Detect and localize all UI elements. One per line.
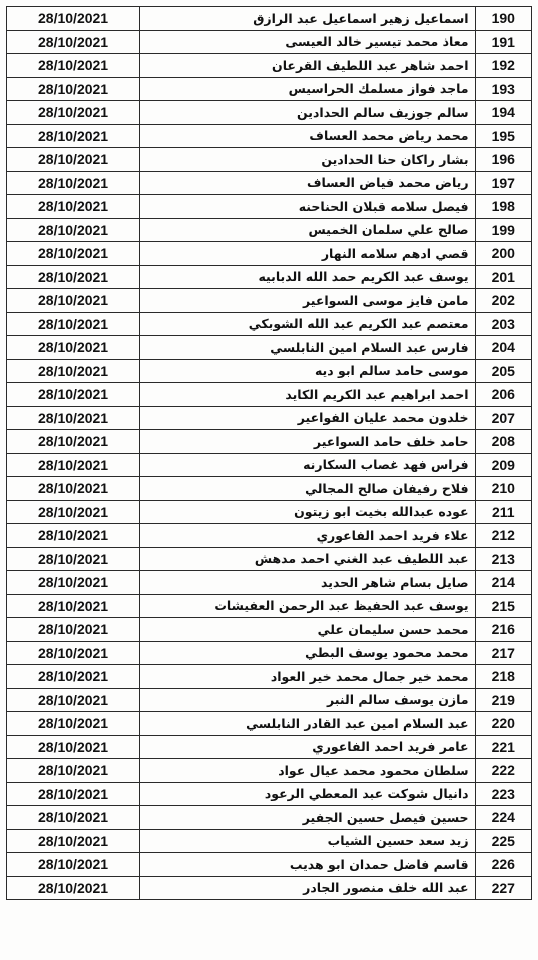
table-row (7, 289, 532, 313)
name-cell: سلطان محمود محمد عيال عواد (140, 759, 475, 783)
name-cell: علاء فريد احمد الفاعوري (140, 524, 475, 548)
date-cell: 28/10/2021 (7, 30, 140, 54)
row-number-cell: 224 (475, 806, 531, 830)
name-cell: عبد الله خلف منصور الجادر (140, 876, 475, 900)
table-row (7, 500, 532, 524)
date-cell: 28/10/2021 (7, 876, 140, 900)
table-row (7, 665, 532, 689)
date-cell: 28/10/2021 (7, 265, 140, 289)
name-cell: اسماعيل زهير اسماعيل عبد الرازق (140, 7, 475, 31)
name-cell: معاذ محمد تيسير خالد العيسى (140, 30, 475, 54)
date-cell: 28/10/2021 (7, 406, 140, 430)
name-cell: فراس فهد غصاب السكارنه (140, 453, 475, 477)
date-cell: 28/10/2021 (7, 665, 140, 689)
table-row (7, 7, 532, 31)
table-row (7, 77, 532, 101)
row-number-cell: 207 (475, 406, 531, 430)
date-cell: 28/10/2021 (7, 547, 140, 571)
row-number-cell: 199 (475, 218, 531, 242)
row-number-cell: 206 (475, 383, 531, 407)
row-number-cell: 223 (475, 782, 531, 806)
name-cell: بشار راكان حنا الحدادين (140, 148, 475, 172)
name-cell: صالح علي سلمان الخميس (140, 218, 475, 242)
date-cell: 28/10/2021 (7, 195, 140, 219)
date-cell: 28/10/2021 (7, 359, 140, 383)
row-number-cell: 204 (475, 336, 531, 360)
table-row (7, 806, 532, 830)
row-number-cell: 203 (475, 312, 531, 336)
row-number-cell: 222 (475, 759, 531, 783)
name-cell: مازن يوسف سالم النبر (140, 688, 475, 712)
name-cell: عبد السلام امين عبد القادر النابلسي (140, 712, 475, 736)
name-cell: موسى حامد سالم ابو ديه (140, 359, 475, 383)
row-number-cell: 220 (475, 712, 531, 736)
name-cell: حامد خلف حامد السواعير (140, 430, 475, 454)
date-cell: 28/10/2021 (7, 430, 140, 454)
row-number-cell: 201 (475, 265, 531, 289)
name-cell: عوده عبدالله بخيت ابو زيتون (140, 500, 475, 524)
row-number-cell: 210 (475, 477, 531, 501)
row-number-cell: 200 (475, 242, 531, 266)
name-cell: فارس عبد السلام امين النابلسي (140, 336, 475, 360)
row-number-cell: 218 (475, 665, 531, 689)
table-row (7, 30, 532, 54)
date-cell: 28/10/2021 (7, 124, 140, 148)
date-cell: 28/10/2021 (7, 242, 140, 266)
table-row (7, 148, 532, 172)
name-cell: معتصم عبد الكريم عبد الله الشوبكي (140, 312, 475, 336)
name-cell: رياض محمد فياض العساف (140, 171, 475, 195)
row-number-cell: 195 (475, 124, 531, 148)
row-number-cell: 205 (475, 359, 531, 383)
date-cell: 28/10/2021 (7, 148, 140, 172)
table-row (7, 312, 532, 336)
table-row (7, 547, 532, 571)
row-number-cell: 196 (475, 148, 531, 172)
table-row (7, 735, 532, 759)
date-cell: 28/10/2021 (7, 688, 140, 712)
name-cell: محمد رياض محمد العساف (140, 124, 475, 148)
row-number-cell: 190 (475, 7, 531, 31)
name-cell: حسين فيصل حسين الجفير (140, 806, 475, 830)
name-cell: محمد حسن سليمان علي (140, 618, 475, 642)
date-cell: 28/10/2021 (7, 853, 140, 877)
table-row (7, 195, 532, 219)
date-cell: 28/10/2021 (7, 7, 140, 31)
date-cell: 28/10/2021 (7, 477, 140, 501)
table-row (7, 430, 532, 454)
row-number-cell: 214 (475, 571, 531, 595)
table-row (7, 242, 532, 266)
table-row (7, 171, 532, 195)
row-number-cell: 191 (475, 30, 531, 54)
row-number-cell: 212 (475, 524, 531, 548)
name-cell: يوسف عبد الكريم حمد الله الدبابيه (140, 265, 475, 289)
date-cell: 28/10/2021 (7, 453, 140, 477)
date-cell: 28/10/2021 (7, 101, 140, 125)
table-row (7, 477, 532, 501)
name-cell: قصي ادهم سلامه النهار (140, 242, 475, 266)
table-row (7, 571, 532, 595)
row-number-cell: 208 (475, 430, 531, 454)
table-row (7, 594, 532, 618)
name-cell: فيصل سلامه قبلان الحناحنه (140, 195, 475, 219)
date-cell: 28/10/2021 (7, 712, 140, 736)
table-row (7, 618, 532, 642)
row-number-cell: 193 (475, 77, 531, 101)
date-cell: 28/10/2021 (7, 54, 140, 78)
name-cell: ماجد فواز مسلمك الحراسيس (140, 77, 475, 101)
table-row (7, 876, 532, 900)
names-table (6, 6, 532, 900)
name-cell: محمد محمود يوسف البطي (140, 641, 475, 665)
date-cell: 28/10/2021 (7, 571, 140, 595)
date-cell: 28/10/2021 (7, 594, 140, 618)
name-cell: عبد اللطيف عبد الغني احمد مدهش (140, 547, 475, 571)
date-cell: 28/10/2021 (7, 336, 140, 360)
date-cell: 28/10/2021 (7, 77, 140, 101)
row-number-cell: 226 (475, 853, 531, 877)
table-row (7, 359, 532, 383)
table-row (7, 218, 532, 242)
name-cell: محمد خير جمال محمد خير العواد (140, 665, 475, 689)
table-row (7, 406, 532, 430)
row-number-cell: 211 (475, 500, 531, 524)
name-cell: خلدون محمد عليان الفواعير (140, 406, 475, 430)
name-cell: زيد سعد حسين الشياب (140, 829, 475, 853)
row-number-cell: 219 (475, 688, 531, 712)
row-number-cell: 215 (475, 594, 531, 618)
name-cell: مامن فايز موسى السواعير (140, 289, 475, 313)
row-number-cell: 216 (475, 618, 531, 642)
table-row (7, 782, 532, 806)
date-cell: 28/10/2021 (7, 312, 140, 336)
row-number-cell: 217 (475, 641, 531, 665)
row-number-cell: 209 (475, 453, 531, 477)
table-row (7, 524, 532, 548)
table-row (7, 54, 532, 78)
table-row (7, 829, 532, 853)
names-table-body (7, 7, 532, 900)
date-cell: 28/10/2021 (7, 759, 140, 783)
row-number-cell: 213 (475, 547, 531, 571)
table-row (7, 265, 532, 289)
table-row (7, 101, 532, 125)
name-cell: فلاح رفيفان صالح المجالي (140, 477, 475, 501)
date-cell: 28/10/2021 (7, 641, 140, 665)
table-row (7, 712, 532, 736)
row-number-cell: 225 (475, 829, 531, 853)
name-cell: عامر فريد احمد الفاعوري (140, 735, 475, 759)
date-cell: 28/10/2021 (7, 289, 140, 313)
table-row (7, 853, 532, 877)
name-cell: احمد ابراهيم عبد الكريم الكايد (140, 383, 475, 407)
table-row (7, 336, 532, 360)
date-cell: 28/10/2021 (7, 171, 140, 195)
table-row (7, 453, 532, 477)
row-number-cell: 192 (475, 54, 531, 78)
row-number-cell: 197 (475, 171, 531, 195)
table-row (7, 124, 532, 148)
row-number-cell: 227 (475, 876, 531, 900)
name-cell: دانيال شوكت عبد المعطي الرعود (140, 782, 475, 806)
date-cell: 28/10/2021 (7, 618, 140, 642)
table-row (7, 641, 532, 665)
date-cell: 28/10/2021 (7, 782, 140, 806)
name-cell: سالم جوزيف سالم الحدادين (140, 101, 475, 125)
table-row (7, 383, 532, 407)
name-cell: يوسف عبد الحفيظ عبد الرحمن العفيشات (140, 594, 475, 618)
name-cell: احمد شاهر عبد اللطيف القرعان (140, 54, 475, 78)
row-number-cell: 194 (475, 101, 531, 125)
table-row (7, 688, 532, 712)
name-cell: قاسم فاضل حمدان ابو هديب (140, 853, 475, 877)
name-cell: صايل بسام شاهر الحديد (140, 571, 475, 595)
date-cell: 28/10/2021 (7, 829, 140, 853)
date-cell: 28/10/2021 (7, 806, 140, 830)
row-number-cell: 221 (475, 735, 531, 759)
date-cell: 28/10/2021 (7, 500, 140, 524)
table-row (7, 759, 532, 783)
date-cell: 28/10/2021 (7, 218, 140, 242)
date-cell: 28/10/2021 (7, 735, 140, 759)
row-number-cell: 198 (475, 195, 531, 219)
date-cell: 28/10/2021 (7, 524, 140, 548)
row-number-cell: 202 (475, 289, 531, 313)
date-cell: 28/10/2021 (7, 383, 140, 407)
